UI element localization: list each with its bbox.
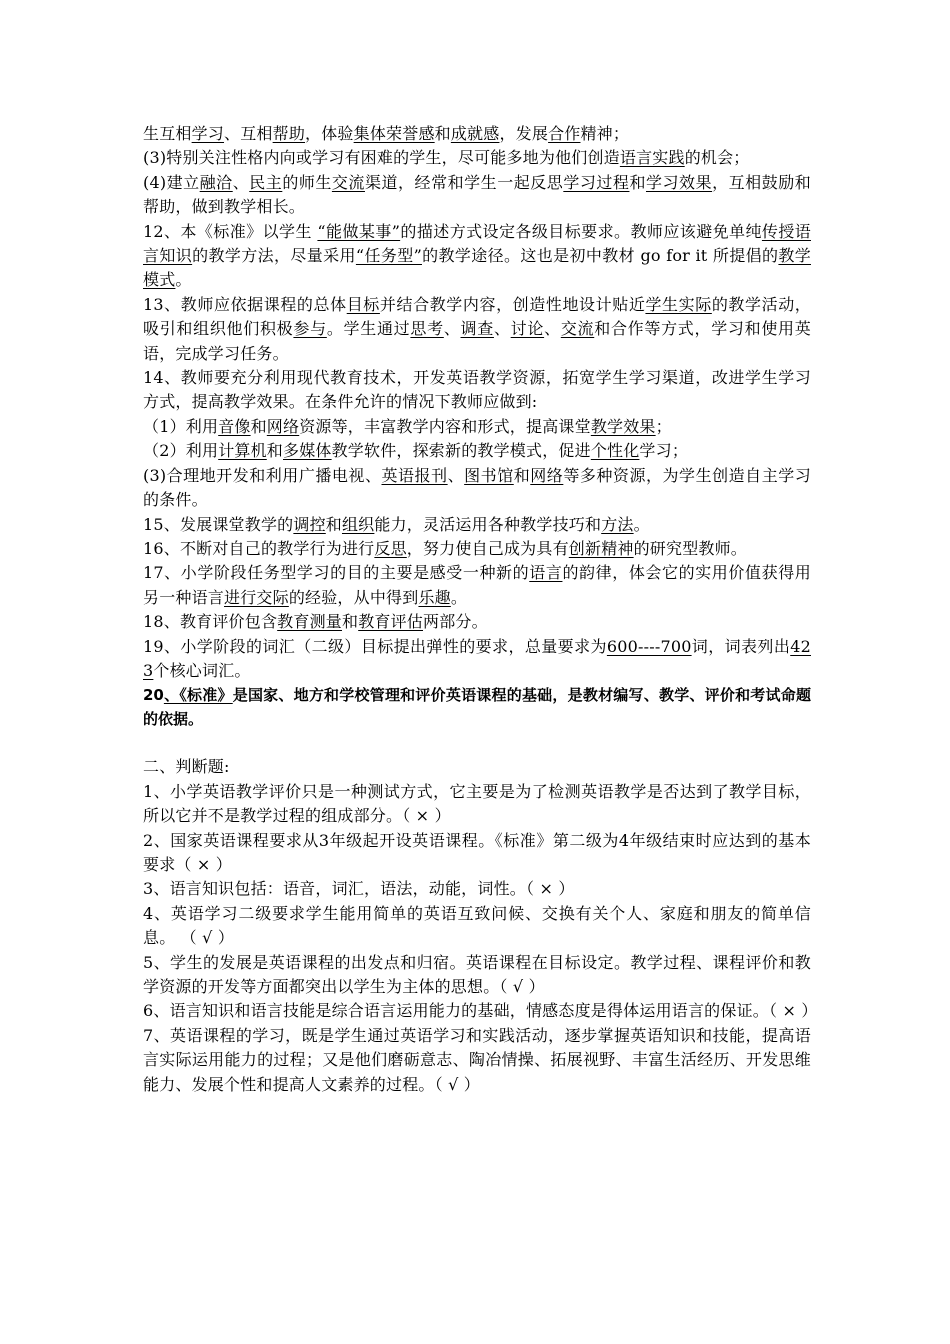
answer-underlined: 学习效果 bbox=[645, 172, 713, 192]
answer-underlined: 目标 bbox=[346, 294, 380, 314]
answer-underlined: 方法 bbox=[601, 514, 634, 534]
text-segment: (3)合理地开发和利用广播电视、 bbox=[143, 465, 382, 485]
true-false-item: 5、学生的发展是英语课程的出发点和归宿。英语课程在目标设定。教学过程、课程评价和教学资源的开发等方面都突出以学生为主体的思想。（ √ ） bbox=[143, 952, 811, 996]
fill-blank-paragraph bbox=[143, 635, 811, 684]
answer-underlined: 网络 bbox=[266, 416, 300, 436]
true-false-section bbox=[143, 780, 818, 1097]
answer-underlined: 、《标准》 bbox=[163, 686, 233, 705]
answer-underlined: 成就感 bbox=[450, 124, 500, 143]
answer-underlined: “能做某事” bbox=[317, 221, 401, 241]
text-segment: ，努力使自己成为具有 bbox=[406, 538, 569, 558]
text-segment: 。 bbox=[450, 587, 468, 607]
text-segment: 和 bbox=[250, 416, 267, 436]
answer-underlined: 教学模式 bbox=[143, 246, 811, 290]
text-segment: 并结合教学内容，创造性地设计贴近 bbox=[379, 294, 646, 314]
text-segment: (3)特别关注性格内向或学习有困难的学生，尽可能多地为他们创造 bbox=[143, 148, 620, 168]
text-segment: 20 bbox=[143, 686, 164, 705]
answer-underlined: 传授语言知识 bbox=[143, 221, 811, 266]
text-segment: （2）利用 bbox=[143, 441, 219, 461]
text-segment: 、 bbox=[544, 319, 561, 339]
fill-blank-paragraph bbox=[143, 439, 811, 463]
fill-blank-paragraph bbox=[143, 513, 811, 537]
text-segment: 能力，灵活运用各种教学技巧和 bbox=[374, 514, 602, 534]
answer-underlined: 教育评估 bbox=[358, 612, 423, 632]
answer-underlined: 创新精神 bbox=[568, 538, 634, 558]
answer-underlined: 交流 bbox=[331, 172, 365, 192]
text-segment: 教学软件，探索新的教学模式，促进 bbox=[331, 441, 591, 461]
text-segment: 的师生 bbox=[282, 172, 332, 192]
answer-underlined: 参与 bbox=[293, 319, 327, 339]
text-segment: 。学生通过 bbox=[326, 319, 411, 339]
fill-blank-paragraph bbox=[143, 683, 811, 731]
text-segment: 、 bbox=[232, 172, 250, 192]
text-segment: 13、教师应依据课程的总体 bbox=[143, 294, 347, 314]
text-segment: (4)建立 bbox=[143, 172, 200, 192]
answer-underlined: 思考 bbox=[410, 319, 444, 339]
answer-underlined: 进行交际 bbox=[224, 587, 289, 607]
answer-underlined: 语言 bbox=[529, 563, 563, 583]
text-segment: ； bbox=[655, 416, 672, 436]
text-segment: 和 bbox=[341, 612, 359, 632]
text-segment: 的机会； bbox=[684, 148, 750, 168]
section-title-true-false: 二、判断题: bbox=[143, 757, 230, 777]
true-false-item: 7、英语课程的学习，既是学生通过英语学习和实践活动，逐步掌握英语知识和技能，提高语言实际运用能力的过程；又是他们磨砺意志、陶冶情操、拓展视野、丰富生活经历、开发思维能力、发展个性和提高人文素养的过程。（ √ ） bbox=[143, 1025, 811, 1094]
text-segment: 12、本《标准》以学生 bbox=[143, 221, 318, 241]
fill-blank-paragraph bbox=[143, 220, 811, 293]
answer-underlined: 合作 bbox=[548, 124, 581, 143]
answer-underlined: 调查 bbox=[460, 319, 494, 339]
answer-underlined: 音像 bbox=[218, 416, 251, 436]
text-segment: 、互相 bbox=[224, 124, 273, 143]
fill-blank-paragraph bbox=[143, 366, 811, 415]
answer-underlined: 网络 bbox=[530, 465, 564, 485]
text-segment: 精神； bbox=[580, 124, 630, 143]
text-segment: 和合作等方式，学习和使用英语，完成学习任务。 bbox=[143, 319, 811, 363]
answer-underlined: 反思 bbox=[374, 538, 407, 558]
answer-underlined: 交流 bbox=[560, 319, 595, 339]
text-segment: 渠道，经常和学生一起反思 bbox=[364, 172, 564, 192]
text-segment: 的教学方法，尽量采用 bbox=[192, 246, 356, 266]
text-segment: 16、不断对自己的教学行为进行 bbox=[143, 538, 375, 558]
text-segment: 的教学途径。这也是初中教材 go for it 所提倡的 bbox=[421, 246, 779, 266]
text-segment: ，互相鼓励和帮助，做到教学相长。 bbox=[143, 172, 811, 217]
text-segment: 、 bbox=[443, 319, 461, 339]
answer-underlined: 调控 bbox=[293, 514, 326, 534]
text-segment: ，发展 bbox=[499, 124, 549, 143]
text-segment: 17、小学阶段任务型学习的目的主要是感受一种新的 bbox=[143, 563, 530, 583]
true-false-item: 3、语言知识包括：语音，词汇，语法，动能，词性。（ × ） bbox=[143, 879, 575, 899]
text-segment: 、 bbox=[493, 319, 511, 339]
text-segment: 和 bbox=[325, 514, 342, 534]
answer-underlined: 组织 bbox=[341, 514, 375, 534]
answer-underlined: 423 bbox=[143, 636, 811, 680]
fill-blank-paragraph bbox=[143, 561, 811, 610]
answer-underlined: 学习 bbox=[191, 124, 225, 143]
true-false-item: 1、小学英语教学评价只是一种测试方式，它主要是为了检测英语教学是否达到了教学目标，所以它并不是教学过程的组成部分。（ × ） bbox=[143, 781, 811, 826]
answer-underlined: 讨论 bbox=[510, 319, 545, 339]
answer-underlined: 学习过程 bbox=[563, 172, 630, 192]
text-segment: 和 bbox=[434, 124, 451, 143]
answer-underlined: 民主 bbox=[249, 172, 283, 192]
text-segment: 和 bbox=[513, 465, 531, 485]
text-segment: 的描述方式设定各级目标要求。教师应该避免单纯 bbox=[400, 221, 762, 241]
text-segment: 和 bbox=[629, 172, 646, 192]
fill-blank-paragraph bbox=[143, 537, 811, 561]
blank-line bbox=[143, 731, 811, 755]
answer-underlined: 计算机 bbox=[218, 441, 267, 461]
text-segment: 15、发展课堂教学的 bbox=[143, 514, 294, 534]
fill-blank-paragraph bbox=[143, 415, 811, 439]
answer-underlined: 集体荣誉感 bbox=[353, 124, 435, 143]
fill-blank-section bbox=[143, 122, 811, 731]
text-segment: 个核心词汇。 bbox=[153, 660, 251, 680]
text-segment: 词，词表列出 bbox=[691, 636, 791, 656]
fill-blank-paragraph bbox=[143, 610, 811, 634]
fill-blank-paragraph bbox=[143, 122, 811, 146]
answer-underlined: 个性化 bbox=[590, 441, 640, 461]
text-segment: （1）利用 bbox=[143, 416, 219, 436]
text-segment: 18、教育评价包含 bbox=[143, 612, 278, 632]
text-segment: ，体验 bbox=[305, 124, 354, 143]
answer-underlined: 学生实际 bbox=[645, 294, 712, 314]
text-segment: 生互相 bbox=[143, 124, 192, 143]
text-segment: 的研究型教师。 bbox=[633, 538, 748, 558]
answer-underlined: 多媒体 bbox=[283, 441, 332, 461]
fill-blank-paragraph bbox=[143, 293, 811, 366]
answer-underlined: 乐趣 bbox=[418, 587, 451, 607]
answer-underlined: 图书馆 bbox=[464, 465, 514, 485]
answer-underlined: 600----700 bbox=[606, 636, 692, 656]
text-segment: 等多种资源，为学生创造自主学习的条件。 bbox=[143, 465, 811, 510]
text-segment: 。 bbox=[175, 270, 192, 290]
text-segment: 和 bbox=[266, 441, 283, 461]
answer-underlined: 英语报刊 bbox=[381, 465, 448, 485]
text-segment: 的经验，从中得到 bbox=[288, 587, 419, 607]
answer-underlined: “任务型” bbox=[355, 246, 422, 266]
fill-blank-paragraph bbox=[143, 464, 811, 513]
text-segment: 14、教师要充分利用现代教育技术，开发英语教学资源，拓宽学生学习渠道，改进学生学习方式，提高教学效果。在条件允许的情况下教师应做到: bbox=[143, 368, 811, 412]
answer-underlined: 教育测量 bbox=[277, 612, 342, 632]
text-segment: 、 bbox=[447, 465, 465, 485]
text-segment: 两部分。 bbox=[423, 612, 488, 632]
document-body bbox=[143, 122, 818, 1097]
true-false-item: 4、英语学习二级要求学生能用简单的英语互致问候、交换有关个人、家庭和朋友的简单信息。 （ √ ） bbox=[143, 903, 811, 948]
fill-blank-paragraph bbox=[143, 171, 811, 220]
fill-blank-paragraph bbox=[143, 146, 811, 170]
text-segment: 资源等，丰富教学内容和形式，提高课堂 bbox=[299, 416, 591, 436]
text-segment: 学习； bbox=[639, 441, 689, 461]
true-false-item: 2、国家英语课程要求从3年级起开设英语课程。《标准》第二级为4年级结束时应达到的基本要求（ × ） bbox=[143, 830, 811, 874]
answer-underlined: 融洽 bbox=[199, 172, 233, 192]
text-segment: 19、小学阶段的词汇（二级）目标提出弹性的要求，总量要求为 bbox=[143, 636, 607, 656]
answer-underlined: 教学效果 bbox=[590, 416, 656, 436]
text-segment: 的韵律，体会它的实用价值获得用另一种语言 bbox=[143, 563, 811, 607]
text-segment: 。 bbox=[633, 514, 650, 534]
text-segment: 的教学活动，吸引和组织他们积极 bbox=[143, 294, 812, 339]
true-false-item: 6、语言知识和语言技能是综合语言运用能力的基础，情感态度是得体运用语言的保证。（ × ） bbox=[143, 1001, 818, 1021]
answer-underlined: 语言实践 bbox=[619, 148, 685, 168]
answer-underlined: 帮助 bbox=[272, 124, 306, 143]
text-segment: 是国家、地方和学校管理和评价英语课程的基础，是教材编写、教学、评价和考试命题的依据。 bbox=[143, 686, 811, 729]
